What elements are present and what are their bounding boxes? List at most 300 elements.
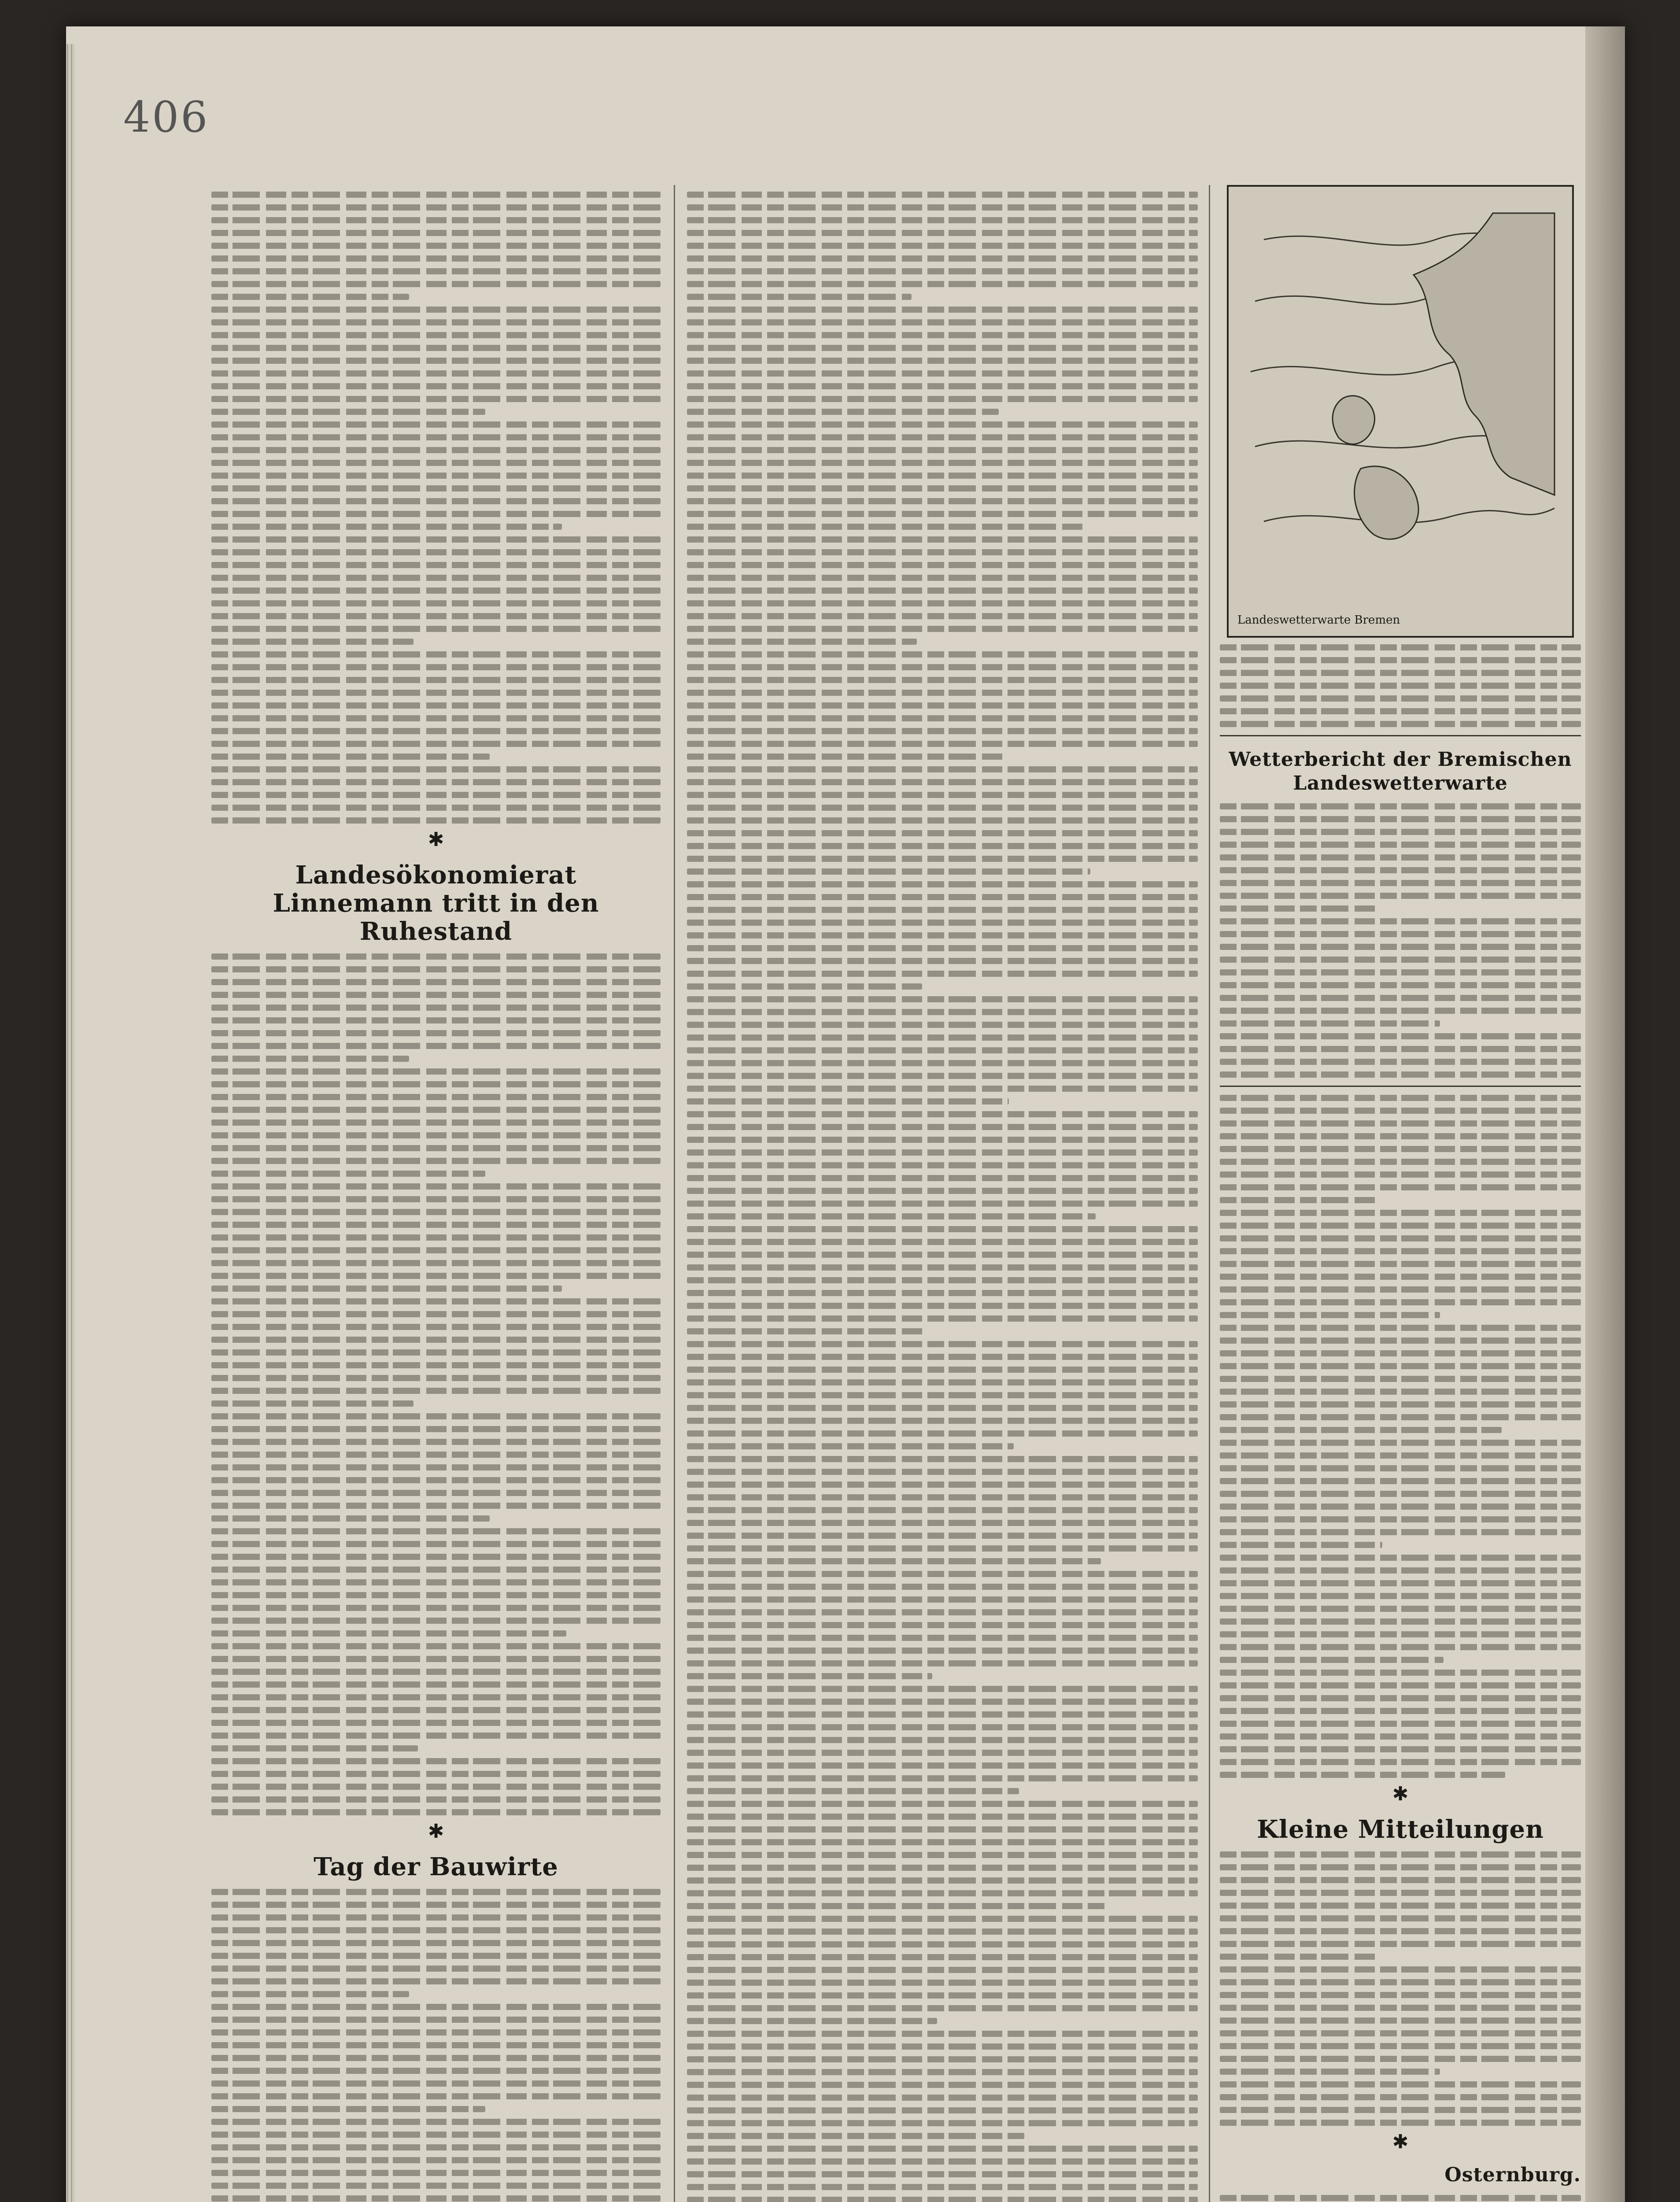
text-line xyxy=(211,2183,661,2189)
text-line xyxy=(687,1916,1198,1922)
text-line xyxy=(687,1379,1198,1385)
separator-star: ✱ xyxy=(428,828,444,851)
text-line xyxy=(1220,1491,1581,1497)
text-line xyxy=(687,792,1198,798)
text-line xyxy=(687,1609,1198,1615)
text-line xyxy=(687,1367,1198,1373)
text-line xyxy=(1220,1020,1440,1027)
article-heading: Landesökonomierat Linnemann tritt in den Ruhestand xyxy=(273,861,599,946)
text-line xyxy=(211,1145,661,1151)
weather-map-drawing xyxy=(1229,187,1569,632)
text-line xyxy=(1220,1059,1581,1065)
text-line xyxy=(687,370,1198,377)
text-line xyxy=(1220,1071,1581,1078)
text-line xyxy=(1220,1184,1581,1190)
text-line xyxy=(687,1022,1198,1028)
article-heading: Kleine Mitteilungen xyxy=(1257,1815,1544,1844)
text-line xyxy=(687,383,1198,389)
text-line xyxy=(1220,1567,1581,1574)
text-line xyxy=(687,728,1198,734)
text-line xyxy=(1220,1992,1581,1998)
text-line xyxy=(1220,2043,1581,2049)
separator-star: ✱ xyxy=(428,1820,444,1843)
text-line xyxy=(211,1349,661,1356)
text-line xyxy=(211,536,661,543)
text-line xyxy=(1220,1915,1581,1921)
text-line xyxy=(211,1515,490,1522)
text-line xyxy=(1220,657,1581,663)
text-line xyxy=(211,1707,661,1713)
text-line xyxy=(211,779,661,785)
text-line xyxy=(211,1107,661,1113)
text-line xyxy=(687,1303,1198,1309)
text-line xyxy=(687,664,1198,670)
text-line xyxy=(687,396,1198,402)
text-line xyxy=(211,2017,661,2023)
text-line xyxy=(687,894,1198,900)
rule xyxy=(1220,735,1581,736)
text-line xyxy=(687,1456,1198,1462)
text-line xyxy=(211,1017,661,1023)
map-legend xyxy=(1220,644,1581,727)
text-line xyxy=(687,1571,1198,1577)
text-line xyxy=(687,1929,1198,1935)
text-line xyxy=(687,2158,1198,2165)
text-line xyxy=(1220,2005,1581,2011)
text-line xyxy=(687,294,912,300)
text-line xyxy=(211,217,661,223)
text-line xyxy=(211,1158,661,1164)
text-line xyxy=(1220,1529,1581,1535)
text-line xyxy=(1220,1363,1581,1369)
text-line xyxy=(1220,2107,1581,2113)
text-line xyxy=(687,1137,1198,1143)
column-1 xyxy=(211,185,661,2202)
text-line xyxy=(687,1673,932,1679)
text-line xyxy=(211,2068,661,2074)
text-line xyxy=(211,992,661,998)
text-line xyxy=(211,204,661,211)
text-line xyxy=(1220,1580,1581,1586)
text-line xyxy=(211,281,661,287)
text-line xyxy=(687,1699,1198,1705)
text-line xyxy=(1220,1928,1581,1934)
text-line xyxy=(687,779,1198,785)
text-line xyxy=(687,1482,1198,1488)
separator-star: ✱ xyxy=(1392,2131,1409,2153)
text-line xyxy=(1220,1197,1379,1203)
article-heading: Wetterbericht der Bremischen Landeswetterwarte xyxy=(1229,748,1572,794)
text-line xyxy=(687,868,1090,875)
text-line xyxy=(1220,1159,1581,1165)
text-line xyxy=(1220,1504,1581,1510)
text-line xyxy=(687,1954,1198,1960)
map-caption: Landeswetterwarte Bremen xyxy=(1237,613,1400,627)
text-line xyxy=(687,587,1198,594)
page-number: 406 xyxy=(123,92,210,142)
text-line xyxy=(1220,1644,1581,1650)
text-line xyxy=(211,1183,661,1190)
text-line xyxy=(211,1030,661,1036)
text-line xyxy=(1220,803,1581,809)
text-line xyxy=(687,1852,1198,1858)
text-line xyxy=(1220,695,1581,702)
text-line xyxy=(1220,1350,1581,1356)
text-line xyxy=(1220,867,1581,873)
text-line xyxy=(211,1669,661,1675)
article-text xyxy=(211,1889,661,2202)
text-line xyxy=(211,677,661,683)
text-line xyxy=(687,1009,1198,1015)
text-line xyxy=(1220,1235,1581,1241)
text-line xyxy=(687,907,1198,913)
text-line xyxy=(1220,721,1581,727)
text-line xyxy=(1220,1210,1581,1216)
text-line xyxy=(211,2144,661,2150)
text-line xyxy=(1220,1146,1581,1152)
text-line xyxy=(211,409,485,415)
text-line xyxy=(211,1234,661,1241)
text-line xyxy=(211,741,661,747)
text-line xyxy=(211,2119,661,2125)
text-line xyxy=(211,1337,661,1343)
text-line xyxy=(1220,957,1581,963)
article-text xyxy=(211,953,661,1815)
text-line xyxy=(211,1745,418,1751)
text-line xyxy=(211,1978,661,1984)
text-line xyxy=(1220,816,1581,822)
text-line xyxy=(211,485,661,491)
text-line xyxy=(687,1405,1198,1411)
text-line xyxy=(1220,2195,1581,2201)
text-line xyxy=(1220,995,1581,1001)
text-line xyxy=(1220,1542,1382,1548)
text-line xyxy=(1220,1721,1581,1727)
text-line xyxy=(687,2069,1198,2075)
text-line xyxy=(211,1940,661,1946)
text-line xyxy=(1220,1427,1502,1433)
text-line xyxy=(211,817,661,824)
text-line xyxy=(211,2157,661,2163)
text-line xyxy=(211,1171,485,1177)
text-line xyxy=(1220,1248,1581,1254)
text-line xyxy=(687,932,1198,938)
text-line xyxy=(1220,708,1581,714)
text-line xyxy=(211,294,409,300)
text-line xyxy=(687,1737,1198,1743)
text-line xyxy=(211,2195,661,2202)
column-separator xyxy=(674,185,675,2202)
text-line xyxy=(211,2055,661,2061)
text-line xyxy=(1220,1120,1581,1127)
text-line xyxy=(687,1545,1198,1552)
text-line xyxy=(687,1648,1198,1654)
text-line xyxy=(687,1098,1009,1105)
weather-map xyxy=(1227,185,1574,638)
text-line xyxy=(687,1175,1198,1181)
text-line xyxy=(687,843,1198,849)
text-line xyxy=(211,1413,661,1419)
text-line xyxy=(211,192,661,198)
text-line xyxy=(211,728,661,734)
text-line xyxy=(687,562,1198,568)
text-line xyxy=(1220,1046,1581,1052)
text-line xyxy=(211,1209,661,1215)
text-line xyxy=(1220,1593,1581,1599)
text-line xyxy=(1220,1401,1581,1408)
text-line xyxy=(211,1784,661,1790)
text-line xyxy=(687,2146,1198,2152)
text-line xyxy=(687,1507,1198,1513)
text-line xyxy=(211,766,661,772)
text-line xyxy=(211,1966,661,1972)
text-line xyxy=(1220,1095,1581,1101)
text-line xyxy=(211,715,661,721)
text-line xyxy=(1220,880,1581,886)
text-line xyxy=(1220,1325,1581,1331)
text-line xyxy=(687,409,999,415)
text-line xyxy=(687,575,1198,581)
text-line xyxy=(687,1980,1198,1986)
text-line xyxy=(687,1201,1198,1207)
text-line xyxy=(1220,1171,1581,1178)
text-line xyxy=(211,1311,661,1317)
page-edge-right xyxy=(1585,26,1625,2202)
text-line xyxy=(211,1579,661,1585)
text-line xyxy=(687,754,1004,760)
text-line xyxy=(687,626,1198,632)
text-line xyxy=(687,2082,1198,2088)
text-line xyxy=(687,2197,1198,2202)
text-line xyxy=(1220,2030,1581,2036)
text-line xyxy=(211,1196,661,1202)
text-line xyxy=(687,1890,1198,1896)
newspaper-page xyxy=(66,26,1625,2202)
text-line xyxy=(211,383,661,389)
text-line xyxy=(687,1111,1198,1117)
text-line xyxy=(211,1298,661,1304)
text-line xyxy=(687,243,1198,249)
text-line xyxy=(1220,1903,1581,1909)
text-line xyxy=(687,971,1198,977)
text-line xyxy=(211,1694,661,1700)
text-line xyxy=(211,1953,661,1959)
text-line xyxy=(211,1081,661,1087)
text-line xyxy=(211,1324,661,1330)
text-line xyxy=(211,1490,661,1496)
text-line xyxy=(211,1902,661,1908)
text-line xyxy=(211,2170,661,2176)
text-line xyxy=(211,953,661,960)
text-line xyxy=(211,2080,661,2087)
text-line xyxy=(211,2004,661,2010)
text-line xyxy=(687,281,1198,287)
text-line xyxy=(211,1656,661,1662)
text-line xyxy=(687,983,922,990)
text-line xyxy=(687,230,1198,236)
text-line xyxy=(211,345,661,351)
text-line xyxy=(687,600,1198,606)
text-line xyxy=(687,1839,1198,1845)
text-line xyxy=(687,1762,1198,1769)
text-line xyxy=(687,920,1198,926)
text-line xyxy=(1220,1299,1581,1305)
text-line xyxy=(1220,905,1379,912)
text-line xyxy=(687,1660,1198,1666)
text-line xyxy=(211,2093,661,2099)
text-line xyxy=(687,1264,1198,1271)
text-line xyxy=(1220,1708,1581,1714)
text-line xyxy=(211,1528,661,1534)
text-line xyxy=(1220,1223,1581,1229)
text-line xyxy=(211,549,661,555)
text-line xyxy=(687,1596,1198,1603)
text-line xyxy=(211,1681,661,1688)
text-line xyxy=(211,613,661,619)
text-line xyxy=(211,562,661,568)
text-line xyxy=(687,1277,1198,1283)
text-line xyxy=(1220,1606,1581,1612)
text-line xyxy=(687,1124,1198,1130)
text-line xyxy=(687,881,1198,887)
text-line xyxy=(687,1315,1198,1322)
text-line xyxy=(211,1119,661,1126)
text-line xyxy=(687,485,1198,491)
text-line xyxy=(687,958,1198,964)
text-line xyxy=(687,447,1198,453)
text-line xyxy=(1220,1746,1581,1752)
text-line xyxy=(1220,1033,1581,1039)
text-line xyxy=(687,805,1198,811)
text-line xyxy=(211,1286,562,1292)
text-line xyxy=(1220,1890,1581,1896)
text-line xyxy=(1220,1772,1505,1778)
text-line xyxy=(687,2018,937,2024)
text-line xyxy=(687,1418,1198,1424)
text-line xyxy=(1220,1979,1581,1985)
text-line xyxy=(211,1439,661,1445)
section-heading: Osternburg. xyxy=(1444,2164,1581,2186)
text-line xyxy=(687,332,1198,338)
text-line xyxy=(687,1443,1014,1449)
text-line xyxy=(211,651,661,658)
article-text xyxy=(1220,1095,1581,1778)
text-line xyxy=(687,345,1198,351)
text-line xyxy=(1220,969,1581,975)
text-line xyxy=(687,1073,1198,1079)
text-line xyxy=(687,690,1198,696)
text-line xyxy=(687,651,1198,658)
text-line xyxy=(211,421,661,428)
text-line xyxy=(687,741,1198,747)
text-line xyxy=(211,1889,661,1895)
text-line xyxy=(687,613,1198,619)
text-line xyxy=(211,702,661,709)
text-line xyxy=(211,2106,485,2112)
text-line xyxy=(1220,670,1581,676)
text-line xyxy=(687,856,1198,862)
text-line xyxy=(211,1362,661,1368)
text-line xyxy=(1220,1682,1581,1688)
text-line xyxy=(211,498,661,504)
text-line xyxy=(211,1400,414,1407)
text-line xyxy=(687,2043,1198,2050)
text-line xyxy=(1220,1133,1581,1139)
text-line xyxy=(1220,2069,1440,2075)
text-line xyxy=(1220,683,1581,689)
text-line xyxy=(687,702,1198,709)
text-line xyxy=(1220,2017,1581,2024)
text-line xyxy=(687,1533,1198,1539)
text-line xyxy=(687,536,1198,543)
text-line xyxy=(687,1520,1198,1526)
text-line xyxy=(211,358,661,364)
text-line xyxy=(1220,1670,1581,1676)
text-line xyxy=(211,1426,661,1432)
text-line xyxy=(211,639,414,645)
text-line xyxy=(687,1877,1198,1884)
text-line xyxy=(211,524,562,530)
text-line xyxy=(1220,1695,1581,1701)
article-heading: Tag der Bauwirte xyxy=(314,1852,558,1881)
text-line xyxy=(1220,1966,1581,1973)
text-line xyxy=(687,639,917,645)
text-line xyxy=(687,268,1198,274)
column-3 xyxy=(1220,185,1581,2202)
text-line xyxy=(211,396,661,402)
text-line xyxy=(211,1094,661,1100)
text-line xyxy=(687,1086,1198,1092)
text-line xyxy=(687,1392,1198,1398)
text-line xyxy=(211,447,661,453)
text-line xyxy=(211,664,661,670)
text-line xyxy=(687,766,1198,772)
text-line xyxy=(1220,2094,1581,2100)
text-line xyxy=(211,1068,661,1075)
text-line xyxy=(1220,1631,1581,1637)
text-line xyxy=(687,1188,1198,1194)
text-line xyxy=(687,1788,1019,1794)
text-line xyxy=(687,830,1198,836)
text-line xyxy=(1220,1657,1444,1663)
text-line xyxy=(211,966,661,972)
text-line xyxy=(211,1733,661,1739)
text-line xyxy=(211,1914,661,1921)
text-line xyxy=(1220,1261,1581,1267)
text-line xyxy=(211,1809,661,1815)
text-line xyxy=(687,945,1198,951)
text-line xyxy=(687,2056,1198,2062)
text-line xyxy=(687,1801,1198,1807)
text-line xyxy=(211,511,661,517)
text-line xyxy=(687,1584,1198,1590)
text-line xyxy=(687,1967,1198,1973)
text-line xyxy=(687,319,1198,325)
text-line xyxy=(211,268,661,274)
text-line xyxy=(211,1388,661,1394)
text-line xyxy=(687,2133,1024,2139)
text-line xyxy=(1220,1478,1581,1484)
text-line xyxy=(211,1771,661,1777)
text-line xyxy=(1220,842,1581,848)
text-line xyxy=(211,1541,661,1547)
text-line xyxy=(211,332,661,338)
text-line xyxy=(687,434,1198,440)
text-line xyxy=(1220,1312,1440,1318)
text-line xyxy=(1220,893,1581,899)
text-line xyxy=(1220,1941,1581,1947)
text-line xyxy=(687,549,1198,555)
